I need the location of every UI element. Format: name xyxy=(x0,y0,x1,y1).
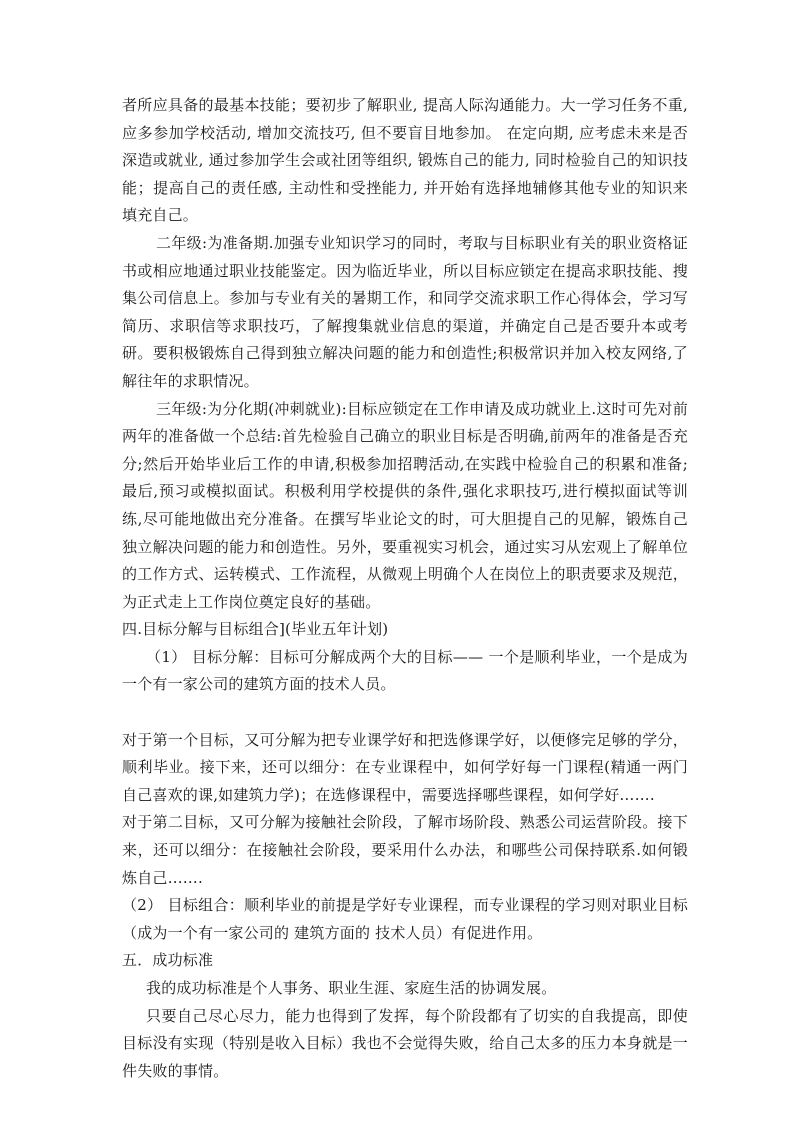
paragraph-goal-decomposition: （1） 目标分解：目标可分解成两个大的目标—— 一个是顺利毕业，一个是成为一个有一家公司的建筑方面的技术人员。 xyxy=(122,647,688,694)
paragraph-second-year: 二年级:为准备期.加强专业知识学习的同时，考取与目标职业有关的职业资格证书或相应地通过职业技能鉴定。因为临近毕业，所以目标应锁定在提高求职技能、搜集公司信息上。参加与专业有关的暑期工作，和同学交流求职工作心得体会，学习写简历、求职信等求职技巧，了解搜集就业信息的渠道，并确定自己是否要升本或考研。要积极锻炼自己得到独立解决问题的能力和创造性;积极常识并加入校友网络,了解往年的求职情况。 xyxy=(122,233,688,390)
paragraph-first-year-continued: 者所应具备的最基本技能；要初步了解职业, 提高人际沟通能力。大一学习任务不重,应多参加学校活动, 增加交流技巧, 但不要盲目地参加。 在定向期, 应考虑未来是否深造或就业, 通过参加学生会或社团等组织, 锻炼自己的能力, 同时检验自己的知识技能；提高自己的责任感, 主动性和受挫能力, 并开始有选择地辅修其他专业的知识来填充自己。 xyxy=(122,96,688,225)
blank-line xyxy=(122,699,688,727)
paragraph-third-year: 三年级:为分化期(冲刺就业):目标应锁定在工作申请及成功就业上.这时可先对前两年的准备做一个总结:首先检验自己确立的职业目标是否明确,前两年的准备是否充分;然后开始毕业后工作的申请,积极参加招聘活动,在实践中检验自己的积累和准备;最后,预习或模拟面试。积极利用学校提供的条件,强化求职技巧,进行模拟面试等训练,尽可能地做出充分准备。在撰写毕业论文的时，可大胆提自己的见解，锻炼自己独立解决问题的能力和创造性。另外，要重视实习机会，通过实习从宏观上了解单位的工作方式、运转模式、工作流程，从微观上明确个人在岗位上的职责要求及规范，为正式走上工作岗位奠定良好的基础。 xyxy=(122,399,688,611)
document-body xyxy=(122,92,688,1085)
paragraph-first-goal: 对于第一个目标，又可分解为把专业课学好和把选修课学好，以便修完足够的学分，顺利毕业。接下来，还可以细分：在专业课程中，如何学好每一门课程(精通一两门自己喜欢的课,如建筑力学)；在选修课程中，需要选择哪些课程，如何学好……. xyxy=(122,730,688,804)
paragraph-success-conclusion: 只要自己尽心尽力，能力也得到了发挥，每个阶段都有了切实的自我提高，即使目标没有实现（特别是收入目标）我也不会觉得失败，给自己太多的压力本身就是一件失败的事情。 xyxy=(122,1006,688,1080)
section-heading-success-criteria: 五．成功标准 xyxy=(122,951,214,970)
section-heading-goal-decomposition: 四.目标分解与目标组合](毕业五年计划) xyxy=(122,620,389,639)
paragraph-goal-combination: （2） 目标组合：顺利毕业的前提是学好专业课程，而专业课程的学习则对职业目标（成为一个有一家公司的 建筑方面的 技术人员）有促进作用。 xyxy=(122,896,688,942)
paragraph-success-standard: 我的成功标准是个人事务、职业生涯、家庭生活的协调发展。 xyxy=(146,979,557,997)
paragraph-second-goal: 对于第二目标，又可分解为接触社会阶段，了解市场阶段、熟悉公司运营阶段。接下来，还可以细分：在接触社会阶段，要采用什么办法，和哪些公司保持联系.如何锻炼自己……. xyxy=(122,813,688,887)
